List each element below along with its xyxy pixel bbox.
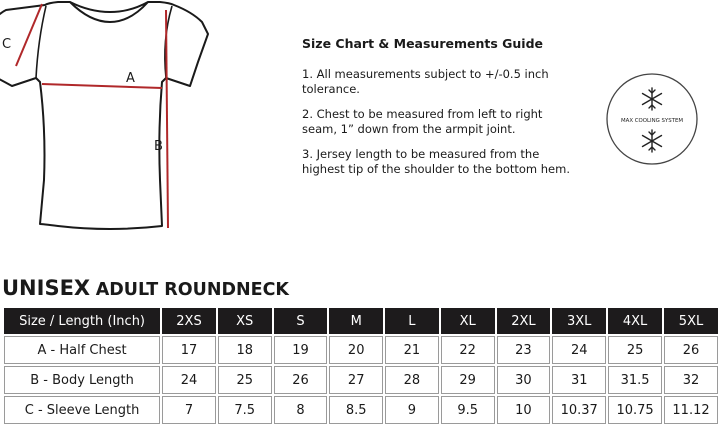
label-c: C [2, 37, 12, 52]
table-cell: 20 [329, 336, 383, 364]
table-cell: 18 [218, 336, 272, 364]
table-heading [2, 276, 289, 300]
header-label: Size / Length (Inch) [4, 308, 160, 334]
guide-note-3: 3. Jersey length to be measured from the highest tip of the shoulder to the bottom hem. [302, 147, 570, 176]
guide-title: Size Chart & Measurements Guide [302, 36, 544, 51]
label-b: B [154, 139, 163, 154]
table-row [4, 366, 718, 394]
size-header: 2XS [162, 308, 216, 334]
size-header: 5XL [664, 308, 718, 334]
size-header: 2XL [497, 308, 551, 334]
guide-note-2: 2. Chest to be measured from left to right seam, 1” down from the armpit joint. [302, 107, 543, 136]
badge-text: MAX COOLING SYSTEM [621, 118, 683, 124]
tshirt-diagram [0, 0, 270, 240]
table-cell: 9.5 [441, 396, 495, 424]
measurement-guide [302, 36, 572, 187]
size-header: M [329, 308, 383, 334]
table-cell: 25 [608, 336, 662, 364]
heading-main: UNISEX [2, 276, 91, 300]
table-cell: 19 [274, 336, 328, 364]
table-cell: 9 [385, 396, 439, 424]
table-cell: 8.5 [329, 396, 383, 424]
table-cell: 31 [552, 366, 606, 394]
row-label: A - Half Chest [4, 336, 160, 364]
size-header: XL [441, 308, 495, 334]
size-header: 4XL [608, 308, 662, 334]
size-table [2, 306, 720, 426]
table-cell: 26 [664, 336, 718, 364]
guide-note-1: 1. All measurements subject to +/-0.5 inch tolerance. [302, 67, 549, 96]
table-cell: 21 [385, 336, 439, 364]
table-cell: 22 [441, 336, 495, 364]
table-cell: 26 [274, 366, 328, 394]
table-cell: 25 [218, 366, 272, 394]
table-cell: 24 [162, 366, 216, 394]
table-cell: 7 [162, 396, 216, 424]
table-cell: 7.5 [218, 396, 272, 424]
max-cooling-badge [604, 71, 700, 167]
label-a: A [126, 71, 135, 86]
row-label: B - Body Length [4, 366, 160, 394]
table-cell: 31.5 [608, 366, 662, 394]
row-label: C - Sleeve Length [4, 396, 160, 424]
table-cell: 29 [441, 366, 495, 394]
table-cell: 32 [664, 366, 718, 394]
table-cell: 10.75 [608, 396, 662, 424]
table-row [4, 336, 718, 364]
table-cell: 28 [385, 366, 439, 394]
size-header: L [385, 308, 439, 334]
table-row [4, 396, 718, 424]
table-cell: 10.37 [552, 396, 606, 424]
table-cell: 23 [497, 336, 551, 364]
tshirt-outline [0, 2, 208, 229]
table-cell: 30 [497, 366, 551, 394]
size-header: S [274, 308, 328, 334]
table-header-row [4, 308, 718, 334]
heading-sub: ADULT ROUNDNECK [95, 280, 289, 300]
size-header: XS [218, 308, 272, 334]
table-cell: 17 [162, 336, 216, 364]
table-cell: 11.12 [664, 396, 718, 424]
table-cell: 8 [274, 396, 328, 424]
table-cell: 27 [329, 366, 383, 394]
table-cell: 24 [552, 336, 606, 364]
size-header: 3XL [552, 308, 606, 334]
table-cell: 10 [497, 396, 551, 424]
